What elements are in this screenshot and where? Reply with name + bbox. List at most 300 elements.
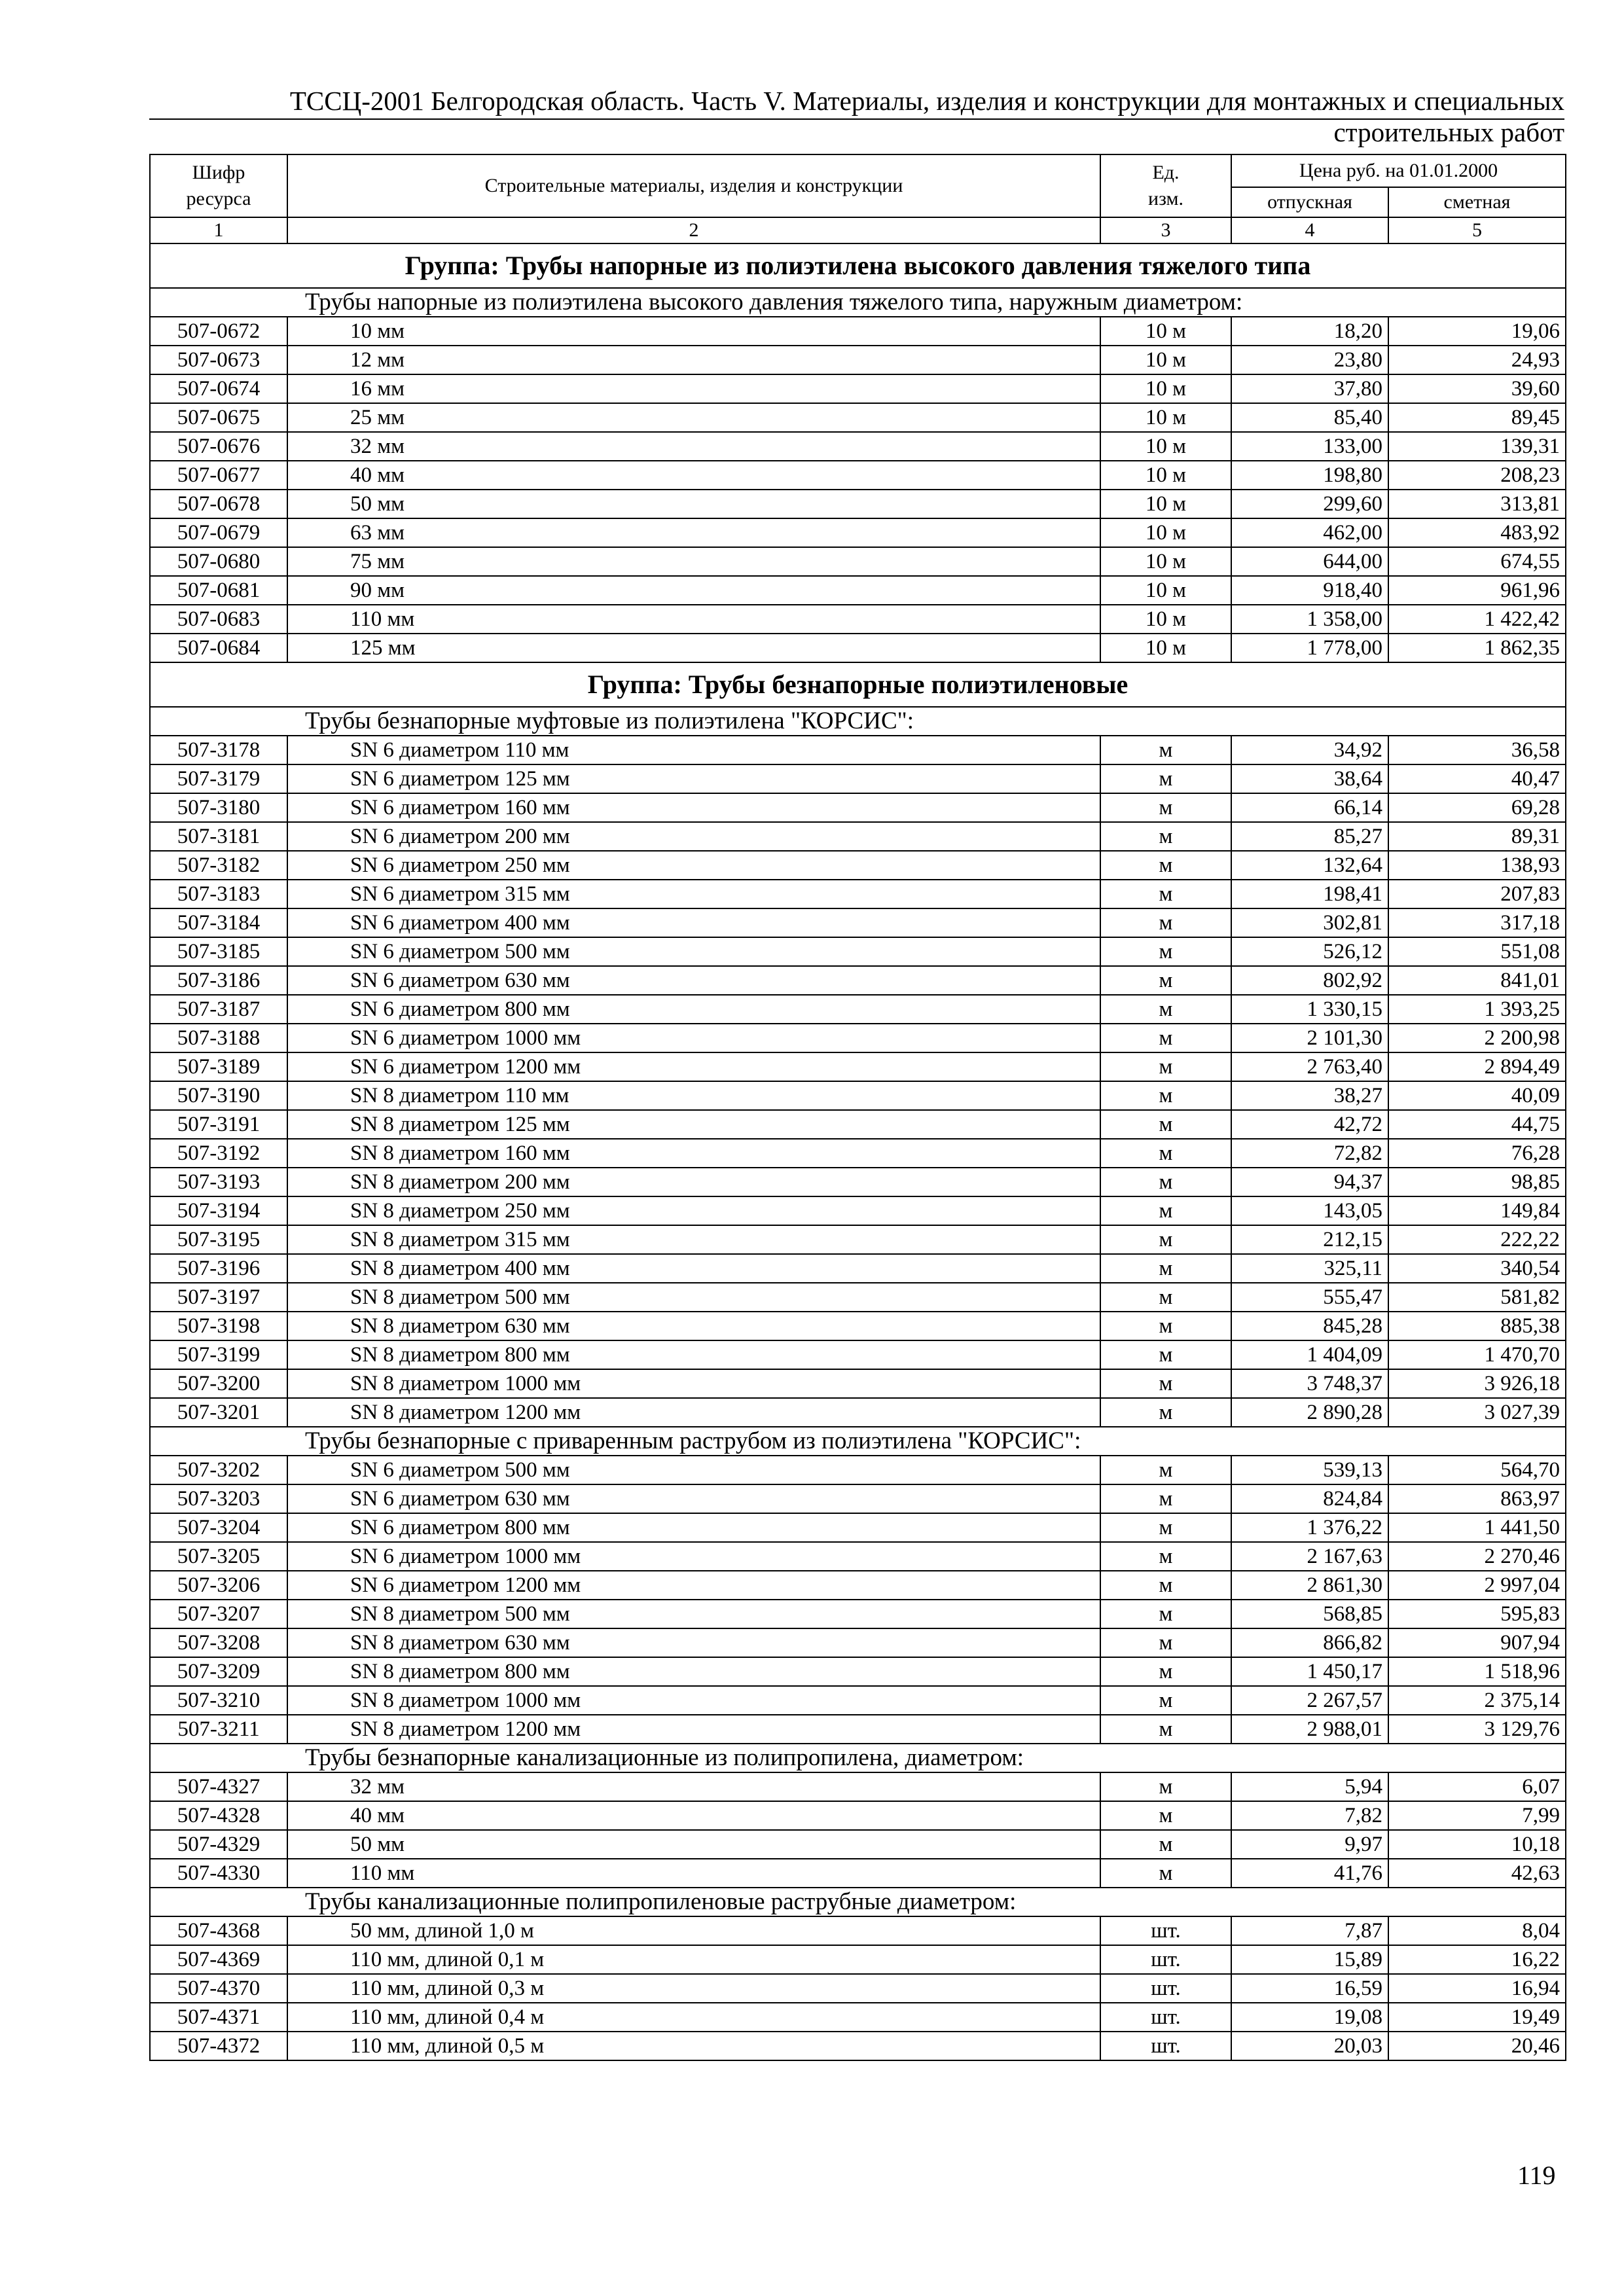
cell-unit: м: [1100, 966, 1231, 995]
table-row: [150, 374, 1566, 403]
table-row: [150, 1916, 1566, 1945]
cell-code: 507-0680: [150, 547, 287, 576]
table-row: [150, 547, 1566, 576]
cell-estimate: 2 200,98: [1388, 1024, 1566, 1052]
table-row: [150, 1283, 1566, 1312]
cell-unit: м: [1100, 1052, 1231, 1081]
cell-estimate: 40,09: [1388, 1081, 1566, 1110]
table-row: [150, 1456, 1566, 1484]
cell-wholesale: 133,00: [1231, 432, 1388, 461]
subgroup-title: Трубы безнапорные канализационные из полипропилена, диаметром:: [150, 1744, 1566, 1772]
cell-wholesale: 526,12: [1231, 937, 1388, 966]
table-row: [150, 2032, 1566, 2060]
cell-estimate: 36,58: [1388, 736, 1566, 764]
cell-unit: м: [1100, 1254, 1231, 1283]
cell-wholesale: 802,92: [1231, 966, 1388, 995]
cell-name: SN 8 диаметром 630 мм: [287, 1312, 1100, 1340]
table-row: [150, 490, 1566, 518]
table-row: [150, 1830, 1566, 1859]
cell-unit: м: [1100, 1657, 1231, 1686]
table-row: [150, 995, 1566, 1024]
cell-name: SN 8 диаметром 200 мм: [287, 1168, 1100, 1196]
cell-estimate: 2 894,49: [1388, 1052, 1566, 1081]
cell-estimate: 551,08: [1388, 937, 1566, 966]
cell-code: 507-3185: [150, 937, 287, 966]
table-row: [150, 1772, 1566, 1801]
cell-name: SN 6 диаметром 500 мм: [287, 937, 1100, 966]
col-number: 5: [1388, 217, 1566, 243]
cell-wholesale: 23,80: [1231, 346, 1388, 374]
cell-wholesale: 143,05: [1231, 1196, 1388, 1225]
table-row: [150, 1801, 1566, 1830]
cell-estimate: 885,38: [1388, 1312, 1566, 1340]
cell-name: 125 мм: [287, 634, 1100, 662]
cell-unit: шт.: [1100, 1974, 1231, 2003]
cell-name: SN 8 диаметром 110 мм: [287, 1081, 1100, 1110]
cell-wholesale: 198,80: [1231, 461, 1388, 490]
cell-estimate: 89,45: [1388, 403, 1566, 432]
cell-wholesale: 94,37: [1231, 1168, 1388, 1196]
col-header-code: Шифр ресурса: [150, 154, 287, 217]
cell-unit: м: [1100, 1340, 1231, 1369]
cell-unit: м: [1100, 1571, 1231, 1600]
cell-unit: м: [1100, 1024, 1231, 1052]
table-row: [150, 1081, 1566, 1110]
cell-wholesale: 2 167,63: [1231, 1542, 1388, 1571]
cell-code: 507-3201: [150, 1398, 287, 1427]
cell-wholesale: 824,84: [1231, 1484, 1388, 1513]
table-row: [150, 1340, 1566, 1369]
cell-wholesale: 462,00: [1231, 518, 1388, 547]
cell-unit: 10 м: [1100, 374, 1231, 403]
running-header-line1: ТССЦ-2001 Белгородская область. Часть V. Материалы, изделия и конструкции для монтажных и специальных: [289, 86, 1564, 116]
table-row: [150, 1859, 1566, 1888]
cell-name: SN 6 диаметром 400 мм: [287, 908, 1100, 937]
subgroup-title: Трубы безнапорные с приваренным раструбом из полиэтилена "КОРСИС":: [150, 1427, 1566, 1456]
cell-wholesale: 845,28: [1231, 1312, 1388, 1340]
col-header-unit: Ед. изм.: [1100, 154, 1231, 217]
cell-unit: м: [1100, 1081, 1231, 1110]
cell-name: SN 8 диаметром 1000 мм: [287, 1686, 1100, 1715]
cell-wholesale: 66,14: [1231, 793, 1388, 822]
cell-unit: 10 м: [1100, 461, 1231, 490]
cell-name: SN 6 диаметром 110 мм: [287, 736, 1100, 764]
cell-code: 507-3200: [150, 1369, 287, 1398]
cell-estimate: 19,49: [1388, 2003, 1566, 2032]
cell-wholesale: 2 763,40: [1231, 1052, 1388, 1081]
cell-code: 507-3195: [150, 1225, 287, 1254]
table-row: [150, 1024, 1566, 1052]
col-number: 1: [150, 217, 287, 243]
cell-name: SN 8 диаметром 800 мм: [287, 1657, 1100, 1686]
cell-name: SN 6 диаметром 630 мм: [287, 966, 1100, 995]
cell-unit: м: [1100, 1513, 1231, 1542]
cell-wholesale: 1 778,00: [1231, 634, 1388, 662]
cell-code: 507-3206: [150, 1571, 287, 1600]
table-row: [150, 880, 1566, 908]
cell-name: SN 8 диаметром 1200 мм: [287, 1715, 1100, 1744]
cell-code: 507-3198: [150, 1312, 287, 1340]
cell-estimate: 208,23: [1388, 461, 1566, 490]
cell-wholesale: 38,27: [1231, 1081, 1388, 1110]
table-row: [150, 518, 1566, 547]
cell-estimate: 8,04: [1388, 1916, 1566, 1945]
cell-code: 507-4371: [150, 2003, 287, 2032]
cell-name: 32 мм: [287, 1772, 1100, 1801]
cell-name: SN 8 диаметром 800 мм: [287, 1340, 1100, 1369]
table-row: [150, 1312, 1566, 1340]
table-row: [150, 403, 1566, 432]
col-number: 2: [287, 217, 1100, 243]
cell-name: SN 8 диаметром 1000 мм: [287, 1369, 1100, 1398]
table-row: [150, 1484, 1566, 1513]
table-row: [150, 793, 1566, 822]
cell-unit: м: [1100, 1715, 1231, 1744]
cell-code: 507-3202: [150, 1456, 287, 1484]
table-row: [150, 1254, 1566, 1283]
cell-wholesale: 1 450,17: [1231, 1657, 1388, 1686]
cell-estimate: 595,83: [1388, 1600, 1566, 1628]
cell-name: SN 6 диаметром 125 мм: [287, 764, 1100, 793]
cell-wholesale: 41,76: [1231, 1859, 1388, 1888]
cell-estimate: 841,01: [1388, 966, 1566, 995]
cell-wholesale: 72,82: [1231, 1139, 1388, 1168]
table-row: [150, 1369, 1566, 1398]
col-header-price: Цена руб. на 01.01.2000: [1231, 154, 1566, 187]
cell-name: SN 6 диаметром 1200 мм: [287, 1571, 1100, 1600]
cell-unit: м: [1100, 880, 1231, 908]
cell-unit: 10 м: [1100, 317, 1231, 346]
column-number-row: [150, 217, 1566, 243]
table-row: [150, 822, 1566, 851]
cell-name: 32 мм: [287, 432, 1100, 461]
col-header-wholesale: отпускная: [1231, 187, 1388, 217]
cell-code: 507-4368: [150, 1916, 287, 1945]
cell-name: 25 мм: [287, 403, 1100, 432]
cell-unit: м: [1100, 1484, 1231, 1513]
cell-estimate: 39,60: [1388, 374, 1566, 403]
table-row: [150, 1513, 1566, 1542]
cell-code: 507-3191: [150, 1110, 287, 1139]
table-row: [150, 317, 1566, 346]
cell-code: 507-3209: [150, 1657, 287, 1686]
cell-unit: м: [1100, 1139, 1231, 1168]
cell-name: SN 8 диаметром 160 мм: [287, 1139, 1100, 1168]
table-row: [150, 966, 1566, 995]
cell-estimate: 7,99: [1388, 1801, 1566, 1830]
table-row: [150, 1225, 1566, 1254]
table-row: [150, 1110, 1566, 1139]
cell-code: 507-0681: [150, 576, 287, 605]
cell-name: SN 8 диаметром 125 мм: [287, 1110, 1100, 1139]
cell-wholesale: 2 267,57: [1231, 1686, 1388, 1715]
cell-name: 110 мм, длиной 0,4 м: [287, 2003, 1100, 2032]
cell-estimate: 1 518,96: [1388, 1657, 1566, 1686]
cell-estimate: 340,54: [1388, 1254, 1566, 1283]
cell-name: SN 6 диаметром 160 мм: [287, 793, 1100, 822]
table-row: [150, 1974, 1566, 2003]
cell-unit: м: [1100, 793, 1231, 822]
cell-code: 507-3210: [150, 1686, 287, 1715]
cell-name: SN 6 диаметром 1000 мм: [287, 1024, 1100, 1052]
table-row: [150, 576, 1566, 605]
table-row: [150, 1686, 1566, 1715]
cell-unit: м: [1100, 851, 1231, 880]
page-number: 119: [1517, 2161, 1556, 2190]
group-title: Группа: Трубы безнапорные полиэтиленовые: [150, 662, 1566, 707]
table-row: [150, 851, 1566, 880]
table-row: [150, 1657, 1566, 1686]
price-table-body: [150, 154, 1566, 2060]
cell-unit: м: [1100, 1456, 1231, 1484]
cell-wholesale: 2 890,28: [1231, 1398, 1388, 1427]
subgroup-row: [150, 288, 1566, 317]
cell-unit: м: [1100, 1801, 1231, 1830]
cell-wholesale: 37,80: [1231, 374, 1388, 403]
cell-wholesale: 132,64: [1231, 851, 1388, 880]
cell-unit: шт.: [1100, 1945, 1231, 1974]
cell-estimate: 313,81: [1388, 490, 1566, 518]
cell-estimate: 1 862,35: [1388, 634, 1566, 662]
table-row: [150, 1398, 1566, 1427]
cell-name: 110 мм, длиной 0,1 м: [287, 1945, 1100, 1974]
cell-unit: м: [1100, 995, 1231, 1024]
cell-code: 507-0673: [150, 346, 287, 374]
cell-wholesale: 198,41: [1231, 880, 1388, 908]
cell-estimate: 98,85: [1388, 1168, 1566, 1196]
cell-wholesale: 302,81: [1231, 908, 1388, 937]
cell-code: 507-4369: [150, 1945, 287, 1974]
cell-wholesale: 15,89: [1231, 1945, 1388, 1974]
cell-unit: 10 м: [1100, 518, 1231, 547]
cell-code: 507-4328: [150, 1801, 287, 1830]
cell-unit: 10 м: [1100, 605, 1231, 634]
cell-estimate: 1 393,25: [1388, 995, 1566, 1024]
cell-estimate: 581,82: [1388, 1283, 1566, 1312]
cell-code: 507-0678: [150, 490, 287, 518]
cell-code: 507-3189: [150, 1052, 287, 1081]
table-row: [150, 461, 1566, 490]
cell-wholesale: 5,94: [1231, 1772, 1388, 1801]
cell-estimate: 207,83: [1388, 880, 1566, 908]
table-row: [150, 1139, 1566, 1168]
cell-code: 507-0683: [150, 605, 287, 634]
cell-unit: 10 м: [1100, 432, 1231, 461]
cell-estimate: 42,63: [1388, 1859, 1566, 1888]
cell-unit: м: [1100, 1600, 1231, 1628]
cell-wholesale: 2 861,30: [1231, 1571, 1388, 1600]
cell-unit: шт.: [1100, 1916, 1231, 1945]
cell-wholesale: 555,47: [1231, 1283, 1388, 1312]
group-title: Группа: Трубы напорные из полиэтилена высокого давления тяжелого типа: [150, 243, 1566, 288]
table-row: [150, 1715, 1566, 1744]
cell-unit: м: [1100, 1196, 1231, 1225]
cell-unit: м: [1100, 1859, 1231, 1888]
cell-name: 63 мм: [287, 518, 1100, 547]
cell-name: SN 6 диаметром 315 мм: [287, 880, 1100, 908]
cell-estimate: 20,46: [1388, 2032, 1566, 2060]
cell-unit: м: [1100, 1542, 1231, 1571]
cell-unit: 10 м: [1100, 403, 1231, 432]
cell-name: SN 6 диаметром 200 мм: [287, 822, 1100, 851]
cell-estimate: 2 375,14: [1388, 1686, 1566, 1715]
table-row: [150, 736, 1566, 764]
cell-code: 507-3204: [150, 1513, 287, 1542]
cell-estimate: 76,28: [1388, 1139, 1566, 1168]
cell-code: 507-3199: [150, 1340, 287, 1369]
cell-wholesale: 299,60: [1231, 490, 1388, 518]
cell-estimate: 139,31: [1388, 432, 1566, 461]
table-row: [150, 1168, 1566, 1196]
cell-wholesale: 644,00: [1231, 547, 1388, 576]
cell-unit: шт.: [1100, 2032, 1231, 2060]
cell-unit: м: [1100, 1312, 1231, 1340]
col-header-estimate: сметная: [1388, 187, 1566, 217]
table-row: [150, 1196, 1566, 1225]
cell-estimate: 19,06: [1388, 317, 1566, 346]
cell-wholesale: 16,59: [1231, 1974, 1388, 2003]
cell-wholesale: 42,72: [1231, 1110, 1388, 1139]
cell-code: 507-3207: [150, 1600, 287, 1628]
cell-estimate: 483,92: [1388, 518, 1566, 547]
cell-name: SN 8 диаметром 500 мм: [287, 1600, 1100, 1628]
cell-name: SN 6 диаметром 800 мм: [287, 995, 1100, 1024]
cell-wholesale: 1 358,00: [1231, 605, 1388, 634]
cell-unit: м: [1100, 1628, 1231, 1657]
table-header-row: [150, 154, 1566, 187]
cell-wholesale: 7,82: [1231, 1801, 1388, 1830]
cell-code: 507-3180: [150, 793, 287, 822]
cell-code: 507-0677: [150, 461, 287, 490]
cell-code: 507-3183: [150, 880, 287, 908]
subgroup-title: Трубы безнапорные муфтовые из полиэтилена "КОРСИС":: [150, 707, 1566, 736]
cell-unit: м: [1100, 908, 1231, 937]
cell-wholesale: 19,08: [1231, 2003, 1388, 2032]
cell-code: 507-3182: [150, 851, 287, 880]
cell-estimate: 69,28: [1388, 793, 1566, 822]
cell-code: 507-4372: [150, 2032, 287, 2060]
col-header-name: Строительные материалы, изделия и конструкции: [287, 154, 1100, 217]
table-row: [150, 764, 1566, 793]
cell-estimate: 907,94: [1388, 1628, 1566, 1657]
cell-name: SN 8 диаметром 250 мм: [287, 1196, 1100, 1225]
cell-name: 12 мм: [287, 346, 1100, 374]
cell-estimate: 2 270,46: [1388, 1542, 1566, 1571]
cell-unit: 10 м: [1100, 547, 1231, 576]
cell-name: 50 мм, длиной 1,0 м: [287, 1916, 1100, 1945]
cell-code: 507-3211: [150, 1715, 287, 1744]
running-header-line2: строительных работ: [1333, 117, 1564, 147]
cell-code: 507-3179: [150, 764, 287, 793]
cell-code: 507-3197: [150, 1283, 287, 1312]
cell-wholesale: 568,85: [1231, 1600, 1388, 1628]
table-row: [150, 432, 1566, 461]
table-row: [150, 937, 1566, 966]
cell-name: 10 мм: [287, 317, 1100, 346]
cell-wholesale: 20,03: [1231, 2032, 1388, 2060]
cell-code: 507-3194: [150, 1196, 287, 1225]
cell-name: SN 6 диаметром 1000 мм: [287, 1542, 1100, 1571]
cell-name: 50 мм: [287, 490, 1100, 518]
cell-name: 50 мм: [287, 1830, 1100, 1859]
cell-estimate: 149,84: [1388, 1196, 1566, 1225]
cell-name: SN 6 диаметром 250 мм: [287, 851, 1100, 880]
cell-unit: м: [1100, 1225, 1231, 1254]
cell-name: SN 8 диаметром 315 мм: [287, 1225, 1100, 1254]
cell-estimate: 16,94: [1388, 1974, 1566, 2003]
cell-code: 507-0675: [150, 403, 287, 432]
table-row: [150, 2003, 1566, 2032]
table-row: [150, 1600, 1566, 1628]
cell-name: SN 8 диаметром 630 мм: [287, 1628, 1100, 1657]
cell-name: SN 8 диаметром 400 мм: [287, 1254, 1100, 1283]
cell-unit: м: [1100, 822, 1231, 851]
cell-code: 507-4370: [150, 1974, 287, 2003]
cell-unit: 10 м: [1100, 346, 1231, 374]
cell-name: 90 мм: [287, 576, 1100, 605]
subgroup-title: Трубы напорные из полиэтилена высокого давления тяжелого типа, наружным диаметром:: [150, 288, 1566, 317]
subgroup-row: [150, 707, 1566, 736]
table-row: [150, 1542, 1566, 1571]
cell-code: 507-4329: [150, 1830, 287, 1859]
cell-wholesale: 2 988,01: [1231, 1715, 1388, 1744]
cell-code: 507-3187: [150, 995, 287, 1024]
cell-estimate: 317,18: [1388, 908, 1566, 937]
cell-estimate: 89,31: [1388, 822, 1566, 851]
cell-wholesale: 2 101,30: [1231, 1024, 1388, 1052]
cell-name: 110 мм: [287, 1859, 1100, 1888]
cell-code: 507-3196: [150, 1254, 287, 1283]
cell-estimate: 24,93: [1388, 346, 1566, 374]
cell-code: 507-3181: [150, 822, 287, 851]
cell-unit: м: [1100, 937, 1231, 966]
cell-wholesale: 1 404,09: [1231, 1340, 1388, 1369]
cell-name: SN 6 диаметром 1200 мм: [287, 1052, 1100, 1081]
cell-unit: м: [1100, 1398, 1231, 1427]
cell-estimate: 6,07: [1388, 1772, 1566, 1801]
cell-estimate: 1 470,70: [1388, 1340, 1566, 1369]
cell-name: 110 мм, длиной 0,3 м: [287, 1974, 1100, 2003]
cell-name: 75 мм: [287, 547, 1100, 576]
table-row: [150, 1571, 1566, 1600]
cell-unit: м: [1100, 1369, 1231, 1398]
cell-name: 110 мм: [287, 605, 1100, 634]
cell-wholesale: 1 376,22: [1231, 1513, 1388, 1542]
table-row: [150, 1628, 1566, 1657]
cell-wholesale: 866,82: [1231, 1628, 1388, 1657]
cell-unit: м: [1100, 1686, 1231, 1715]
header-rule: [149, 118, 1564, 120]
cell-name: SN 8 диаметром 500 мм: [287, 1283, 1100, 1312]
cell-estimate: 10,18: [1388, 1830, 1566, 1859]
group-row: [150, 243, 1566, 288]
subgroup-title: Трубы канализационные полипропиленовые раструбные диаметром:: [150, 1888, 1566, 1916]
col-number: 3: [1100, 217, 1231, 243]
cell-code: 507-3178: [150, 736, 287, 764]
cell-unit: м: [1100, 1772, 1231, 1801]
cell-estimate: 863,97: [1388, 1484, 1566, 1513]
cell-name: SN 8 диаметром 1200 мм: [287, 1398, 1100, 1427]
cell-wholesale: 9,97: [1231, 1830, 1388, 1859]
cell-estimate: 1 441,50: [1388, 1513, 1566, 1542]
cell-estimate: 564,70: [1388, 1456, 1566, 1484]
cell-wholesale: 38,64: [1231, 764, 1388, 793]
cell-code: 507-0674: [150, 374, 287, 403]
cell-name: SN 6 диаметром 630 мм: [287, 1484, 1100, 1513]
cell-wholesale: 34,92: [1231, 736, 1388, 764]
cell-code: 507-4327: [150, 1772, 287, 1801]
subgroup-row: [150, 1888, 1566, 1916]
